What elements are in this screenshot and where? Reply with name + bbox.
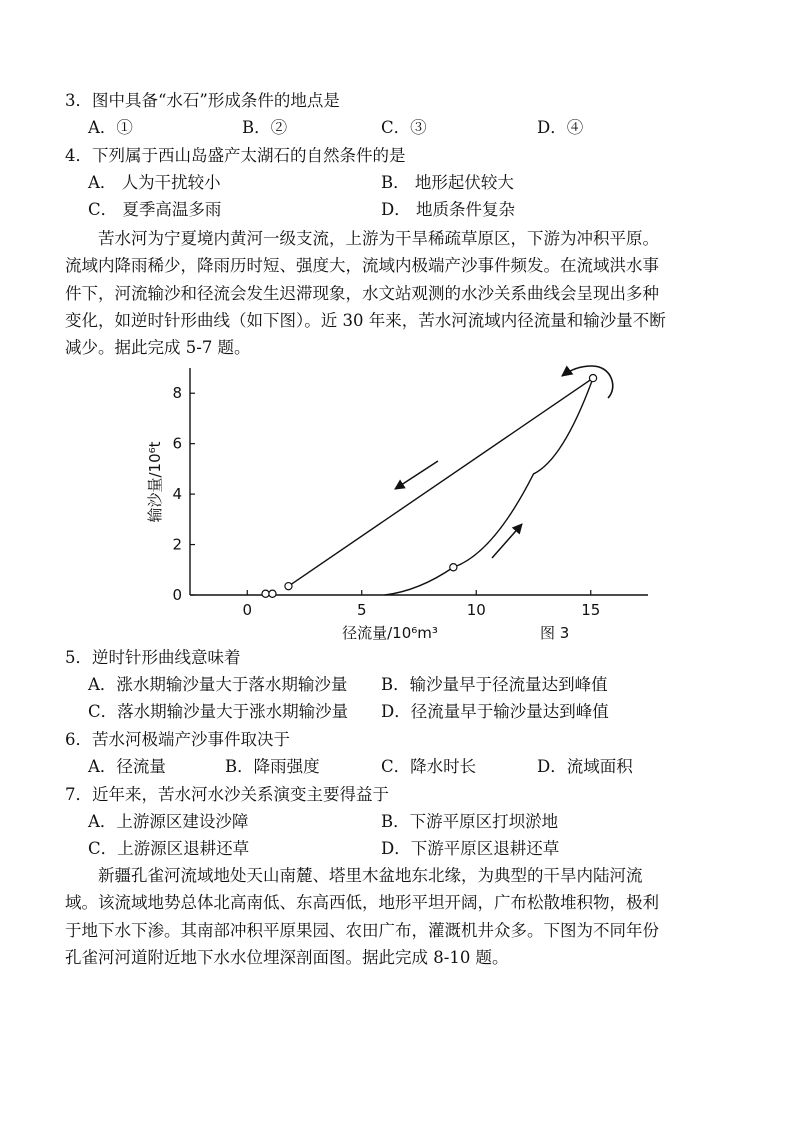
question-4-stem: 4．下列属于西山岛盛产太湖石的自然条件的是 [65, 146, 406, 165]
question-4-option-d: D． 地质条件复杂 [381, 200, 515, 219]
x-tick-label: 10 [466, 601, 486, 619]
passage-1-line-4: 变化，如逆时针形曲线（如下图）。近 30 年来，苦水河流域内径流量和输沙量不断 [65, 311, 666, 330]
question-5-option-c: C．落水期输沙量大于涨水期输沙量 [88, 702, 349, 721]
x-axis-label: 径流量/10⁶m³ [342, 624, 438, 642]
falling-limb-line [288, 378, 593, 586]
y-tick-label: 2 [172, 535, 182, 554]
question-3-option-c: C．③ [381, 118, 427, 137]
x-tick-label: 0 [242, 601, 253, 619]
question-6-option-b: B．降雨强度 [225, 757, 320, 776]
figure-label: 图 3 [540, 624, 570, 642]
data-point-marker [262, 590, 269, 597]
falling-limb-arrow-icon [395, 461, 438, 489]
question-6-option-a: A．径流量 [88, 757, 166, 776]
x-tick-label: 15 [581, 601, 601, 619]
question-3-option-a: A．① [88, 118, 133, 137]
y-axis-label: 输沙量/10⁶t [146, 441, 164, 523]
passage-1-line-2: 流域内降雨稀少，降雨历时短、强度大，流域内极端产沙事件频发。在流域洪水事 [65, 256, 659, 275]
question-7-option-a: A．上游源区建设沙障 [88, 812, 249, 831]
question-3-option-d: D．④ [537, 118, 584, 137]
data-point-marker [285, 583, 292, 590]
question-7-option-d: D．下游平原区退耕还草 [381, 839, 560, 858]
passage-1-line-3: 件下，河流输沙和径流会发生迟滞现象，水文站观测的水沙关系曲线会呈现出多种 [65, 284, 659, 303]
question-5-option-d: D．径流量早于输沙量达到峰值 [381, 702, 609, 721]
y-tick-label: 8 [172, 384, 182, 403]
data-point-marker [269, 590, 276, 597]
question-5-stem: 5．逆时针形曲线意味着 [65, 648, 241, 667]
y-tick-label: 0 [172, 586, 182, 604]
question-5-option-a: A．涨水期输沙量大于落水期输沙量 [88, 675, 348, 694]
passage-2-line-3: 于地下水下渗。其南部冲积平原果园、农田广布，灌溉机井众多。下图为不同年份 [65, 921, 659, 940]
question-4-option-a: A． 人为干扰较小 [88, 173, 221, 192]
rising-limb-curve [385, 378, 593, 595]
question-4-option-b: B． 地形起伏较大 [381, 173, 514, 192]
sediment-runoff-chart [140, 358, 660, 650]
question-7-stem: 7．近年来，苦水河水沙关系演变主要得益于 [65, 785, 389, 804]
question-6-stem: 6．苦水河极端产沙事件取决于 [65, 730, 290, 749]
passage-2-line-1: 新疆孔雀河流域地处天山南麓、塔里木盆地东北缘，为典型的干旱内陆河流 [98, 866, 643, 885]
question-6-option-d: D．流域面积 [537, 757, 633, 776]
y-tick-label: 6 [172, 434, 182, 453]
question-7-option-b: B．下游平原区打坝淤地 [381, 812, 559, 831]
passage-2-line-4: 孔雀河河道附近地下水水位埋深剖面图。据此完成 8-10 题。 [65, 948, 509, 967]
question-6-option-c: C．降水时长 [381, 757, 477, 776]
data-point-marker [589, 374, 596, 381]
question-5-option-b: B．输沙量早于径流量达到峰值 [381, 675, 608, 694]
question-4-option-c: C． 夏季高温多雨 [88, 200, 222, 219]
question-7-option-c: C．上游源区退耕还草 [88, 839, 250, 858]
passage-1-line-5: 减少。据此完成 5-7 题。 [65, 338, 251, 357]
data-point-marker [450, 564, 457, 571]
passage-1-line-1: 苦水河为宁夏境内黄河一级支流，上游为干旱稀疏草原区，下游为冲积平原。 [98, 229, 659, 248]
y-tick-label: 4 [172, 485, 182, 504]
question-3-stem: 3．图中具备“水石”形成条件的地点是 [65, 91, 340, 110]
rising-limb-arrow-icon [492, 524, 522, 558]
question-3-option-b: B．② [242, 118, 288, 137]
passage-2-line-2: 域。该流域地势总体北高南低、东高西低，地形平坦开阔，广布松散堆积物，极利 [65, 893, 659, 912]
x-tick-label: 5 [356, 601, 367, 619]
